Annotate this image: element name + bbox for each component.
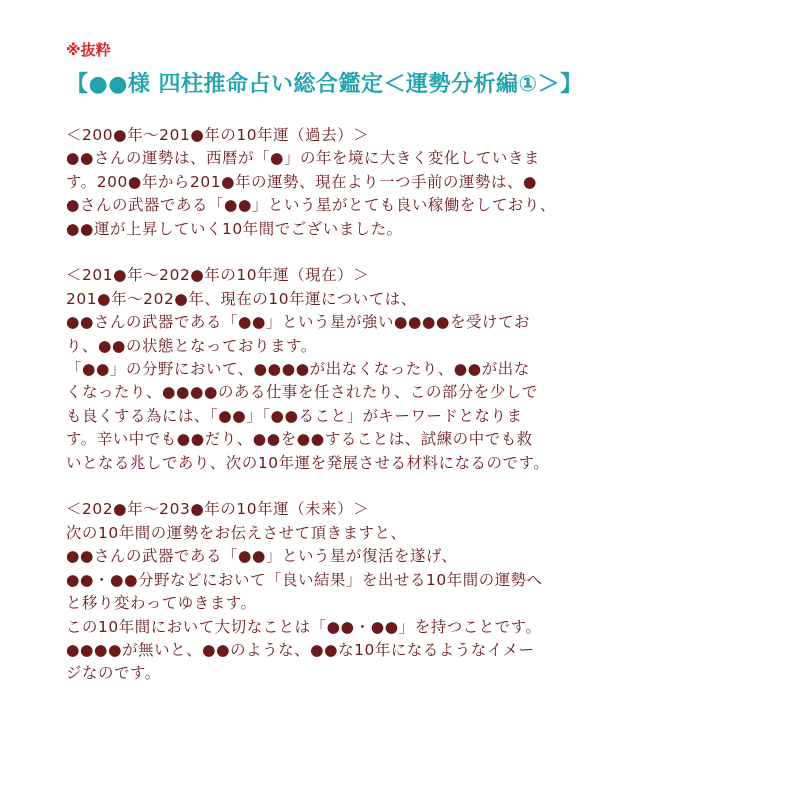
text-line: くなったり、●●●●のある仕事を任されたり、この部分を少しで xyxy=(66,383,538,402)
section-heading: ＜202●年～203●年の10年運（未来）＞ xyxy=(66,500,370,519)
reading-body xyxy=(66,124,746,686)
text-line: 201●年～202●年、現在の10年運については、 xyxy=(66,289,417,308)
text-line: ●●さんの武器である「●●」という星が強い●●●●を受けてお xyxy=(66,313,531,332)
document-title: 【●●様 四柱推命占い総合鑑定＜運勢分析編①＞】 xyxy=(66,72,583,97)
section-future xyxy=(66,498,746,685)
text-line: と移り変わってゆきます。 xyxy=(66,594,257,613)
text-line: す。200●年から201●年の運勢、現在より一つ手前の運勢は、● xyxy=(66,172,537,191)
section-present xyxy=(66,264,746,475)
text-line: この10年間において大切なことは「●●・●●」を持つことです。 xyxy=(66,617,542,636)
text-line: ●●さんの武器である「●●」という星が復活を遂げ、 xyxy=(66,547,458,566)
text-line: ●さんの武器である「●●」という星がとても良い稼働をしており、 xyxy=(66,196,556,215)
text-line: す。辛い中でも●●だり、●●を●●することは、試練の中でも救 xyxy=(66,430,533,449)
text-line: 次の10年間の運勢をお伝えさせて頂きますと、 xyxy=(66,523,407,542)
section-heading: ＜200●年～201●年の10年運（過去）＞ xyxy=(66,126,370,144)
section-heading: ＜201●年～202●年の10年運（現在）＞ xyxy=(66,266,370,285)
text-line: ●●・●●分野などにおいて「良い結果」を出せる10年間の運勢へ xyxy=(66,570,543,589)
text-line: ●●さんの運勢は、西暦が「●」の年を境に大きく変化していきま xyxy=(66,149,540,168)
text-line: ●●運が上昇していく10年間でございました。 xyxy=(66,219,403,238)
text-line: 「●●」の分野において、●●●●が出なくなったり、●●が出な xyxy=(66,360,530,379)
section-past xyxy=(66,124,746,241)
text-line: り、●●の状態となっております。 xyxy=(66,336,317,355)
text-line: ●●●●が無いと、●●のような、●●な10年になるようなイメー xyxy=(66,640,535,659)
text-line: いとなる兆しであり、次の10年運を発展させる材料になるのです。 xyxy=(66,453,550,472)
excerpt-label: ※抜粋 xyxy=(66,41,111,59)
text-line: ジなのです。 xyxy=(66,664,161,683)
text-line: も良くする為には、「●●」「●●ること」がキーワードとなりま xyxy=(66,406,523,425)
